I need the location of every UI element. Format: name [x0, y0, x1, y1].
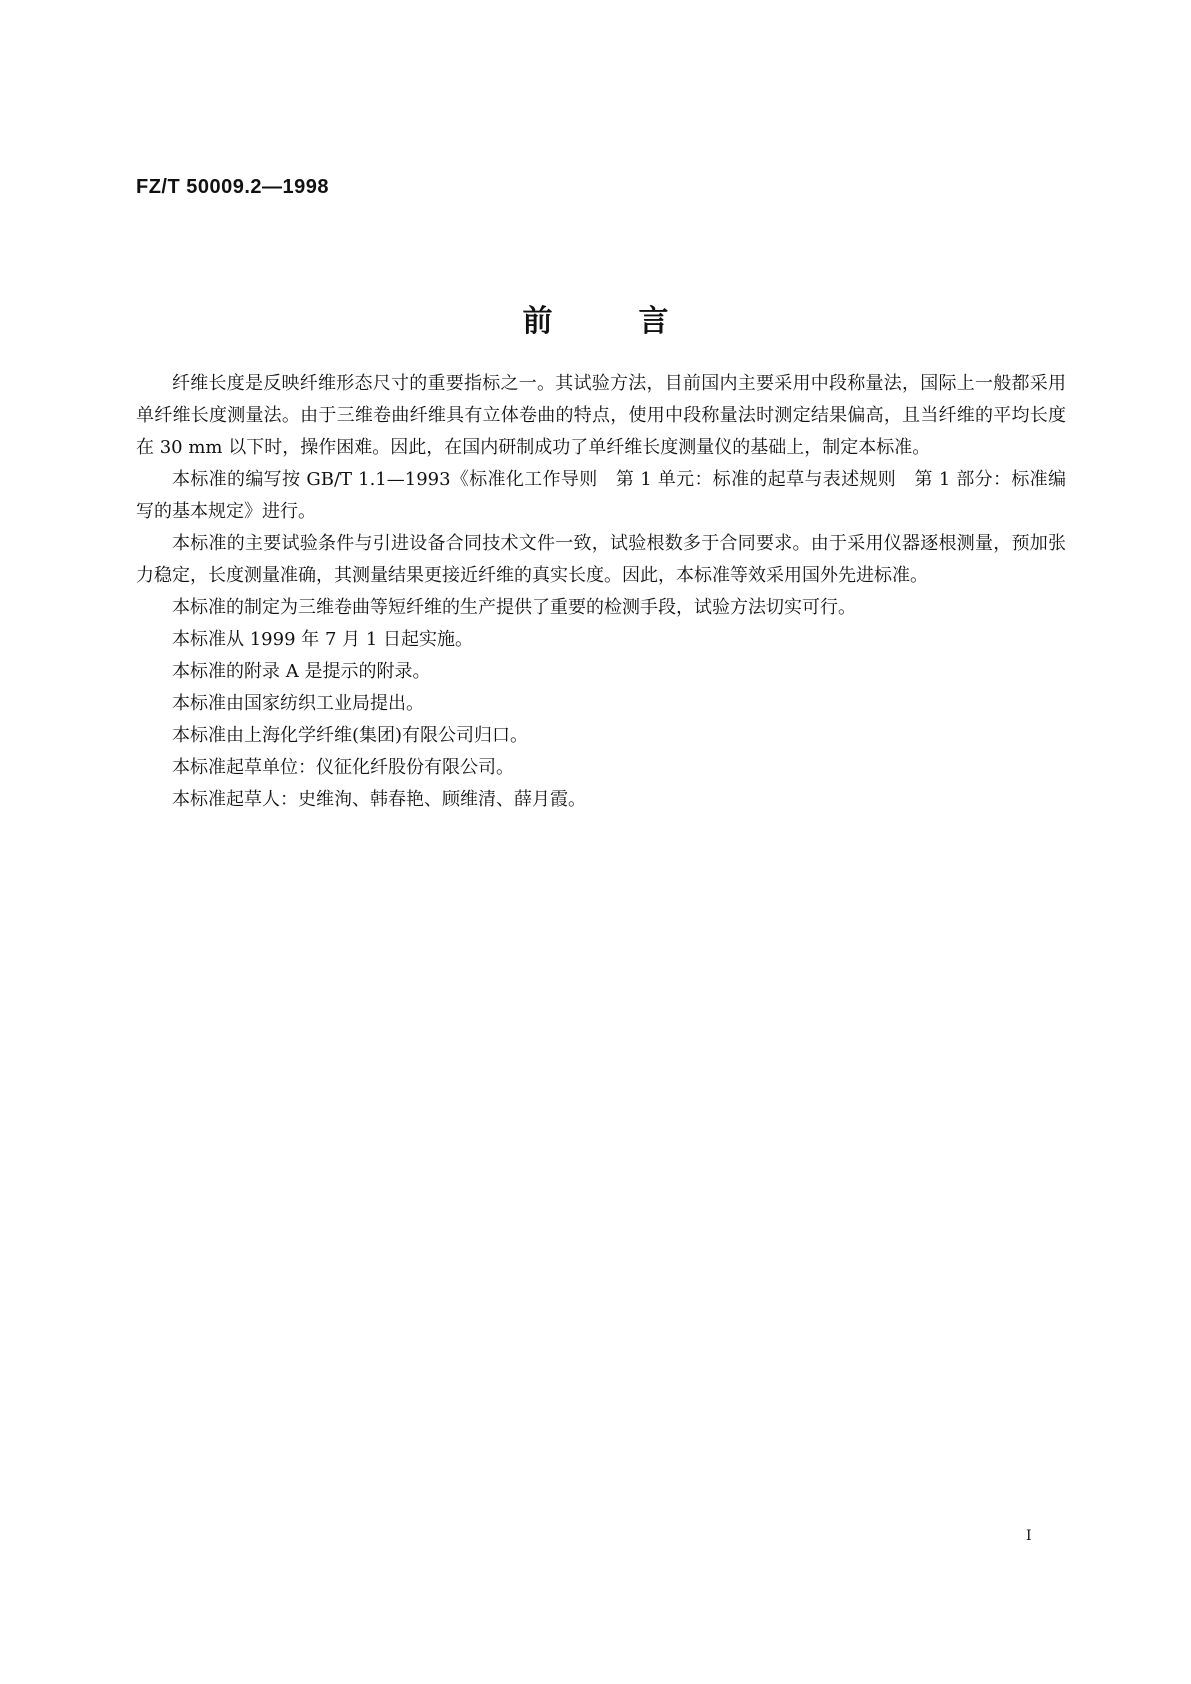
foreword-paragraph: 本标准的附录 A 是提示的附录。 [172, 661, 431, 682]
foreword-body [136, 368, 1066, 816]
foreword-paragraph: 本标准由上海化学纤维(集团)有限公司归口。 [172, 725, 529, 746]
foreword-paragraph: 本标准起草单位：仪征化纤股份有限公司。 [172, 757, 514, 778]
page-title: 前言 [522, 304, 755, 339]
foreword-paragraph: 本标准起草人：史维洵、韩春艳、顾维清、薛月霞。 [172, 789, 586, 810]
foreword-paragraph: 本标准从 1999 年 7 月 1 日起实施。 [172, 629, 474, 650]
foreword-paragraph: 纤维长度是反映纤维形态尺寸的重要指标之一。其试验方法，目前国内主要采用中段称量法，国际上一般都采用单纤维长度测量法。由于三维卷曲纤维具有立体卷曲的特点，使用中段称量法时测定结果偏高，且当纤维的平均长度在 30 mm 以下时，操作困难。因此，在国内研制成功了单纤维长度测量仪的基础上，制定本标准。 [136, 373, 1066, 458]
page-number: I [1026, 1528, 1032, 1544]
foreword-paragraph: 本标准的制定为三维卷曲等短纤维的生产提供了重要的检测手段，试验方法切实可行。 [172, 597, 856, 618]
standard-code: FZ/T 50009.2—1998 [136, 176, 330, 198]
foreword-paragraph: 本标准的编写按 GB/T 1.1—1993《标准化工作导则 第 1 单元：标准的起草与表述规则 第 1 部分：标准编写的基本规定》进行。 [136, 469, 1066, 522]
foreword-paragraph: 本标准的主要试验条件与引进设备合同技术文件一致，试验根数多于合同要求。由于采用仪器逐根测量，预加张力稳定，长度测量准确，其测量结果更接近纤维的真实长度。因此，本标准等效采用国外先进标准。 [136, 533, 1066, 586]
foreword-paragraph: 本标准由国家纺织工业局提出。 [172, 693, 424, 714]
